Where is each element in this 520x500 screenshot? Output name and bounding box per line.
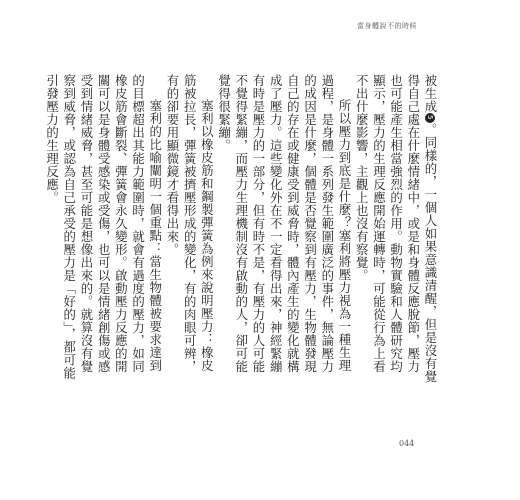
paragraph-4: 塞利的比喻闡明一個重點：當生物體被要求達到的目標超出其能力範圍時，就會有過度的壓力，如同橡皮筋會斷裂、彈簧會永久變形。啟動壓力反應的開關可以是身體受感染或受傷，也可以是情緒創傷或感受到情緒威脅，甚至可能是想像出來的。就算沒有覺察到威脅，或認為自己承受的壓力是「好的」，都可能引發壓力的生理反應。: [44, 74, 163, 380]
paragraph-1: [353, 74, 439, 384]
running-head: 當身體說不的時候: [357, 22, 417, 30]
page-number: 044: [399, 439, 415, 448]
paragraph-1-start: 被生成: [423, 74, 438, 113]
body-text: [44, 74, 439, 384]
paragraph-1-rest: 。同樣的，一個人如果意識清醒，但是沒有覺得自己處在什麼情緒中，或是和身體反應脫節，壓力也可能產生相當強烈的作用。動物實驗和人體研究均顯示，壓力的生理反應開始運轉時，可能從行為上看不出什麼影響，主觀上也沒有察覺。: [354, 74, 438, 383]
paragraph-3: 塞利以橡皮筋和鋼製彈簧為例來說明壓力：橡皮筋被拉長，彈簧被擠壓形成的變化，有的肉眼可辨，有的卻要用顯微鏡才看得出來。: [164, 74, 215, 373]
paragraph-2: 所以壓力到底是什麼？塞利將壓力視為一種生理過程，是身體一系列發生範圍廣泛的事件，無論壓力的成因是什麼，個體是否覺察到有壓力，生物體發現自己的存在或健康受到威脅時，體內產生的變化就構成了壓力。這些變化外在不一定看得出來，神經緊繃有時是壓力的一部分，但有時不是，有壓力的人可能不覺得緊繃，而壓力生理機制沒有啟動的人，卻可能覺得很緊繃。: [216, 74, 352, 373]
endnote-marker[interactable]: 5: [425, 113, 435, 123]
